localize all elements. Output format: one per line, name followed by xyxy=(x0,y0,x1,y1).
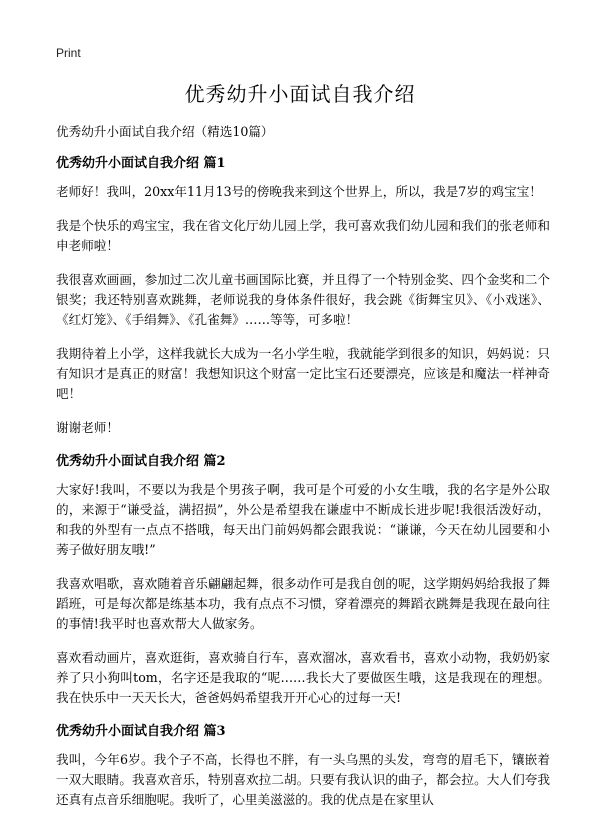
paragraph: 谢谢老师！ xyxy=(56,420,119,435)
paragraph: 我期待着上小学，这样我就长大成为一名小学生啦，我就能学到很多的知识，妈妈说：只有知识才是真正的财富！我想知识这个财富一定比宝石还要漂亮，应该是和魔法一样神奇吧！ xyxy=(56,346,550,401)
paragraph: 我喜欢唱歌，喜欢随着音乐翩翩起舞，很多动作可是我自创的呢，这学期妈妈给我报了舞蹈班，可是每次都是练基本功，我有点点不习惯，穿着漂亮的舞蹈衣跳舞是我现在最向往的事情!我平时也喜欢帮大人做家务。 xyxy=(56,576,550,631)
page-title: 优秀幼升小面试自我介绍 xyxy=(184,82,416,106)
paragraph: 喜欢看动画片，喜欢逛街，喜欢骑自行车，喜欢溜冰，喜欢看书，喜欢小动物，我奶奶家养了只小狗叫tom，名字还是我取的“呢……我长大了要做医生哦，这是我现在的理想。我在快乐中一天天长大，爸爸妈妈希望我开开心心的过每一天! xyxy=(56,650,550,705)
section-3 xyxy=(56,722,550,810)
section-heading: 优秀幼升小面试自我介绍 篇3 xyxy=(56,724,226,739)
section-heading: 优秀幼升小面试自我介绍 篇2 xyxy=(56,454,226,469)
paragraph: 我很喜欢画画，参加过二次儿童书画国际比赛，并且得了一个特别金奖、四个金奖和二个银奖；我还特别喜欢跳舞，老师说我的身体条件很好，我会跳《街舞宝贝》、《小戏迷》、《红灯笼》、《手绢舞》、《孔雀舞》……等等，可多啦！ xyxy=(56,272,550,327)
section-2 xyxy=(56,452,550,708)
document-subtitle: 优秀幼升小面试自我介绍（精选10篇） xyxy=(56,124,274,139)
paragraph: 我是个快乐的鸡宝宝，我在省文化厅幼儿园上学，我可喜欢我们幼儿园和我们的张老师和申老师啦！ xyxy=(56,218,550,253)
section-1 xyxy=(56,154,550,438)
paragraph: 我叫，今年6岁。我个子不高，长得也不胖，有一头乌黑的头发，弯弯的眉毛下，镶嵌着一双大眼睛。我喜欢音乐，特别喜欢拉二胡。只要有我认识的曲子，都会拉。大人们夸我还真有点音乐细胞呢。我听了，心里美滋滋的。我的优点是在家里认 xyxy=(56,752,550,807)
document-body xyxy=(56,122,550,824)
section-heading: 优秀幼升小面试自我介绍 篇1 xyxy=(56,156,226,171)
paragraph: 大家好!我叫，不要以为我是个男孩子啊，我可是个可爱的小女生哦，我的名字是外公取的，来源于“谦受益，满招损”，外公是希望我在谦虚中不断成长进步呢!我很活泼好动，和我的外型有一点点不搭哦，每天出门前妈妈都会跟我说：“谦谦，今天在幼儿园要和小莠子做好朋友哦!” xyxy=(56,482,550,557)
print-link[interactable]: Print xyxy=(56,46,81,60)
paragraph: 老师好！我叫，20xx年11月13号的傍晚我来到这个世界上，所以，我是7岁的鸡宝宝！ xyxy=(56,184,542,199)
